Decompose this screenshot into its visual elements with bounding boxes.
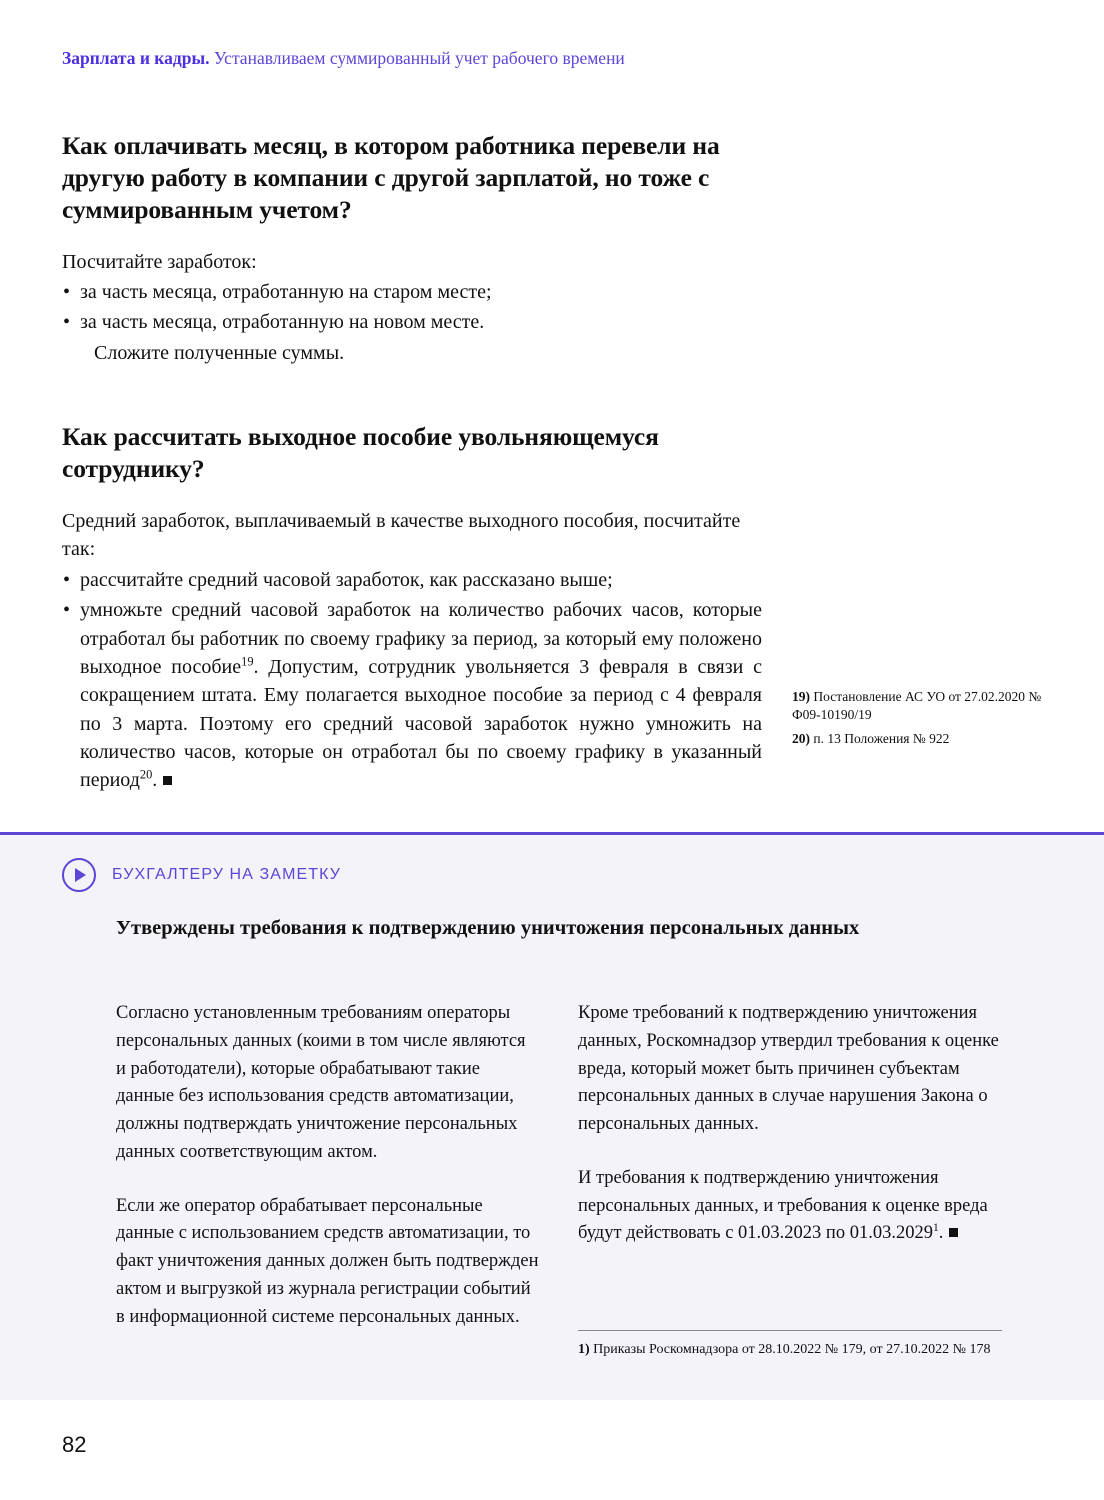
paragraph-text-part-2: .: [938, 1223, 944, 1244]
running-head: [62, 48, 625, 69]
margin-footnote-19: [792, 688, 1042, 724]
running-head-section: Зарплата и кадры.: [62, 48, 210, 68]
article-body: [62, 130, 762, 797]
paragraph: Согласно установленным требованиям операторы персональных данных (коими в том числе являются и работодатели), которые обрабатывают такие данные без использования средств автоматизации, должны подтверждать уничтожение персональных данных соответствующим актом.: [116, 1003, 526, 1162]
margin-footnote-20-text: п. 13 Положения № 922: [813, 731, 950, 747]
list-item-text-part-2: . Допустим, сотрудник увольняется 3 февраля в связи с сокращением штата. Ему полагается выходное пособие за период с 4 февраля по 3 марта. Поэтому его средний часовой заработок нужно умножить на количество часов, которые он отработал бы по своему графику в указанный период: [80, 655, 762, 792]
list-item-text-part-3: .: [152, 769, 158, 792]
end-of-article-marker: [949, 1228, 958, 1237]
article-intro-1: Посчитайте заработок:: [62, 250, 257, 273]
article-intro-2: Средний заработок, выплачиваемый в качестве выходного пособия, посчитайте так:: [62, 509, 741, 561]
paragraph: Если же оператор обрабатывает персональные данные с использованием средств автоматизации, то факт уничтожения данных должен быть подтвержден актом и выгрузкой из журнала регистрации событий в информационной системе персональных данных.: [116, 1195, 539, 1327]
article-bullet-list-1: [62, 278, 762, 367]
list-item: [62, 596, 762, 795]
end-of-article-marker: [163, 776, 172, 785]
footnote-ref-20: 20: [139, 767, 153, 782]
list-item: • за часть месяца, отработанную на новом месте.: [62, 308, 762, 336]
list-item: • рассчитайте средний часовой заработок, как рассказано выше;: [62, 566, 762, 594]
footnote-ref-1: 1: [932, 1222, 939, 1235]
article-heading-1: Как оплачивать месяц, в котором работника перевели на другую работу в компании с другой зарплатой, но тоже с суммированным учетом?: [62, 131, 720, 224]
callout-footnote-text: Приказы Роскомнадзора от 28.10.2022 № 179, от 27.10.2022 № 178: [593, 1342, 991, 1357]
paragraph: Кроме требований к подтверждению уничтожения данных, Роскомнадзор утвердил требования к оценке вреда, который может быть причинен субъектам персональных данных в случае нарушения Закона о персональных данных.: [578, 1003, 999, 1134]
callout-footnote: [578, 1340, 1008, 1359]
margin-footnote-20-number: 20): [792, 731, 810, 747]
page-number: 82: [62, 1432, 87, 1457]
margin-footnote-19-text: Постановление АС УО от 27.02.2020 № Ф09-10190/19: [792, 689, 1042, 723]
callout-footnote-number: 1): [578, 1342, 590, 1357]
margin-footnotes: [792, 688, 1042, 755]
footnote-rule: [578, 1330, 1002, 1331]
paragraph-text-part-1: И требования к подтверждению уничтожения персональных данных, и требования к оценке вреда будут действовать с 01.03.2023 по 01.03.2029: [578, 1167, 988, 1244]
margin-footnote-19-number: 19): [792, 689, 810, 704]
callout-column-right: [578, 1000, 1002, 1274]
article-heading-2: Как рассчитать выходное пособие увольняющемуся сотруднику?: [62, 422, 659, 484]
play-icon: [62, 858, 96, 892]
list-item: Сложите полученные суммы.: [94, 341, 345, 364]
list-item: • за часть месяца, отработанную на старом месте;: [62, 278, 762, 306]
callout-box-header: [62, 858, 341, 892]
margin-footnote-20: [792, 730, 1042, 748]
callout-box-title: Утверждены требования к подтверждению уничтожения персональных данных: [116, 917, 860, 939]
list-item-text-part-1: умножьте средний часовой заработок на количество рабочих часов, которые отработал бы работник по своему графику за период, за который ему положено выходное пособие: [80, 599, 762, 678]
footnote-ref-19: 19: [241, 654, 254, 669]
article-bullet-list-2: [62, 566, 762, 795]
callout-box-kicker: БУХГАЛТЕРУ НА ЗАМЕТКУ: [112, 866, 342, 883]
callout-column-left: [116, 1000, 540, 1357]
running-head-title: Устанавливаем суммированный учет рабочего времени: [213, 48, 625, 68]
paragraph: [578, 1165, 1002, 1248]
